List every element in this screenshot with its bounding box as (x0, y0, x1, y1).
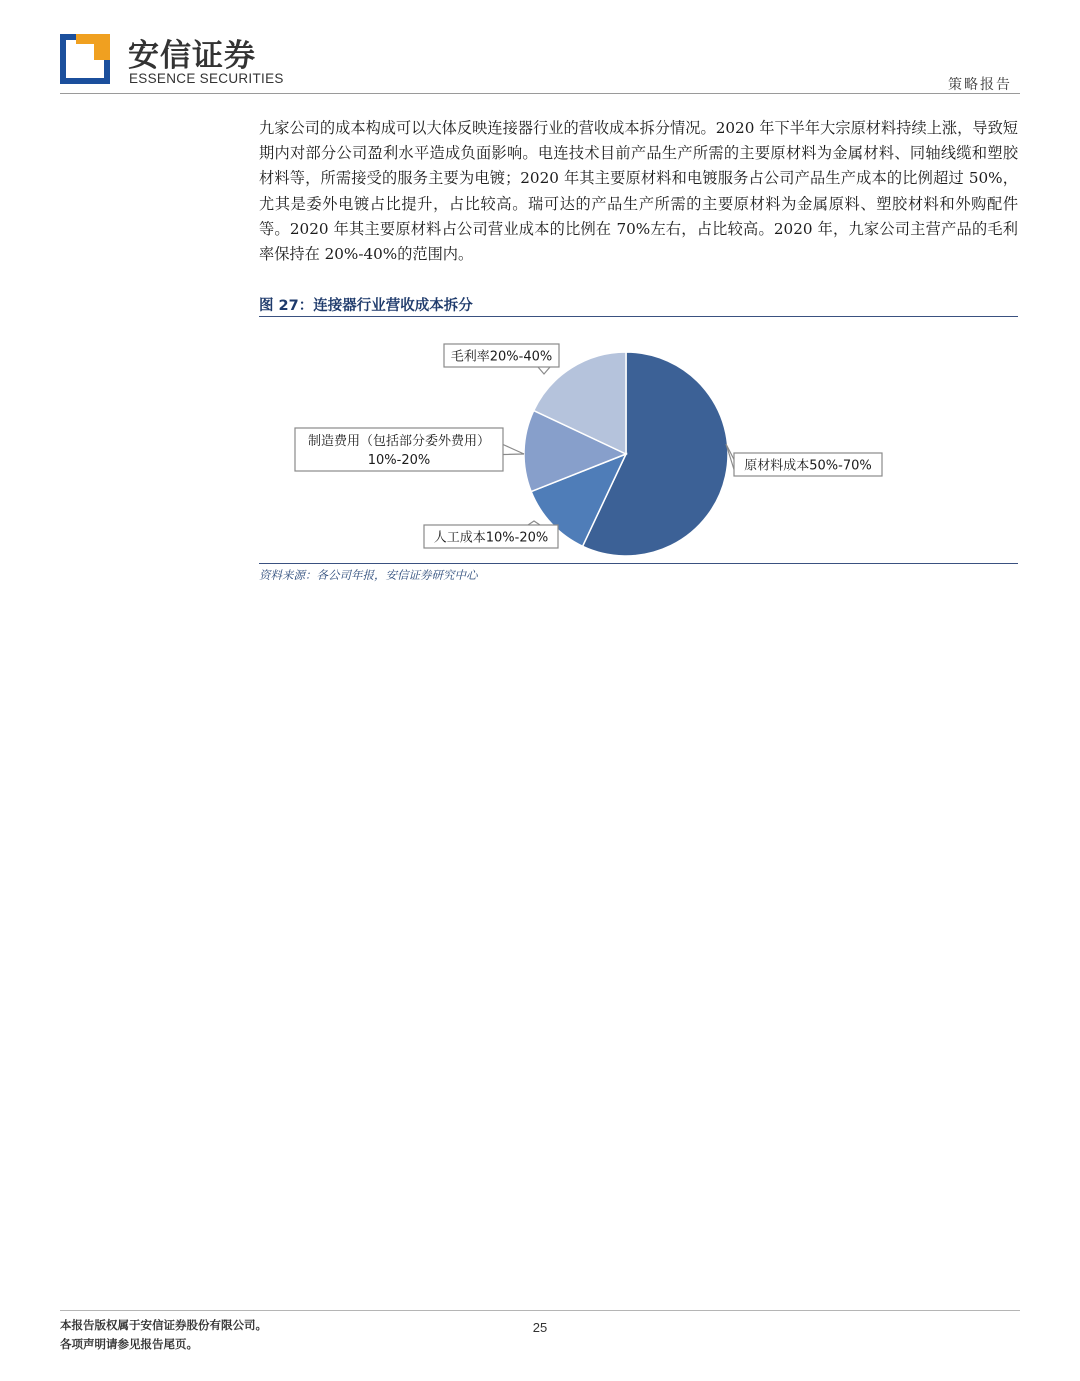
footer-copyright: 本报告版权属于安信证券股份有限公司。 (60, 1318, 267, 1332)
footer-divider (60, 1310, 1020, 1311)
figure-source: 资料来源：各公司年报，安信证券研究中心 (259, 568, 478, 582)
header-divider (60, 93, 1020, 94)
pie-label-text-2-0: 制造费用（包括部分委外费用） (307, 434, 491, 449)
pie-label-1 (424, 521, 558, 548)
pie-label-text-0-0: 原材料成本50%-70% (744, 458, 872, 474)
pie-label-text-2-1: 10%-20% (367, 453, 431, 468)
brand-name-en: ESSENCE SECURITIES (129, 71, 284, 86)
pie-label-text-3-0: 毛利率20%-40% (450, 349, 553, 365)
body-paragraph: 九家公司的成本构成可以大体反映连接器行业的营收成本拆分情况。2020 年下半年大宗原材料持续上涨，导致短期内对部分公司盈利水平造成负面影响。电连技术目前产品生产所需的主要原材料为金属材料、同轴线缆和塑胶材料等，所需接受的服务主要为电镀；2020 年其主要原材料和电镀服务占公司产品生产成本的比例超过 50%，尤其是委外电镀占比提升，占比较高。瑞可达的产品生产所需的主要原材料为金属原料、塑胶材料和外购配件等。2020 年其主要原材料占公司营业成本的比例在 70%左右，占比较高。2020 年，九家公司主营产品的毛利率保持在 20%-40%的范围内。 (259, 119, 1018, 264)
report-type-label: 策略报告 (948, 77, 1012, 93)
pie-label-0 (726, 444, 882, 476)
pie-label-pointer-2 (503, 445, 524, 455)
pie-label-3 (444, 344, 559, 374)
pie-label-text-1-0: 人工成本10%-20% (433, 530, 549, 546)
figure-title: 图 27：连接器行业营收成本拆分 (259, 298, 473, 314)
figure-bottom-rule (259, 563, 1018, 564)
brand-name-cn: 安信证券 (128, 38, 256, 74)
pie-label-2 (295, 428, 524, 471)
essence-securities-logo-icon (60, 34, 110, 84)
pie-label-pointer-3 (538, 367, 550, 374)
footer-disclaimer: 各项声明请参见报告尾页。 (60, 1337, 198, 1351)
pie-chart (259, 318, 1018, 562)
figure-top-rule (259, 316, 1018, 317)
page-number: 25 (532, 1320, 548, 1335)
